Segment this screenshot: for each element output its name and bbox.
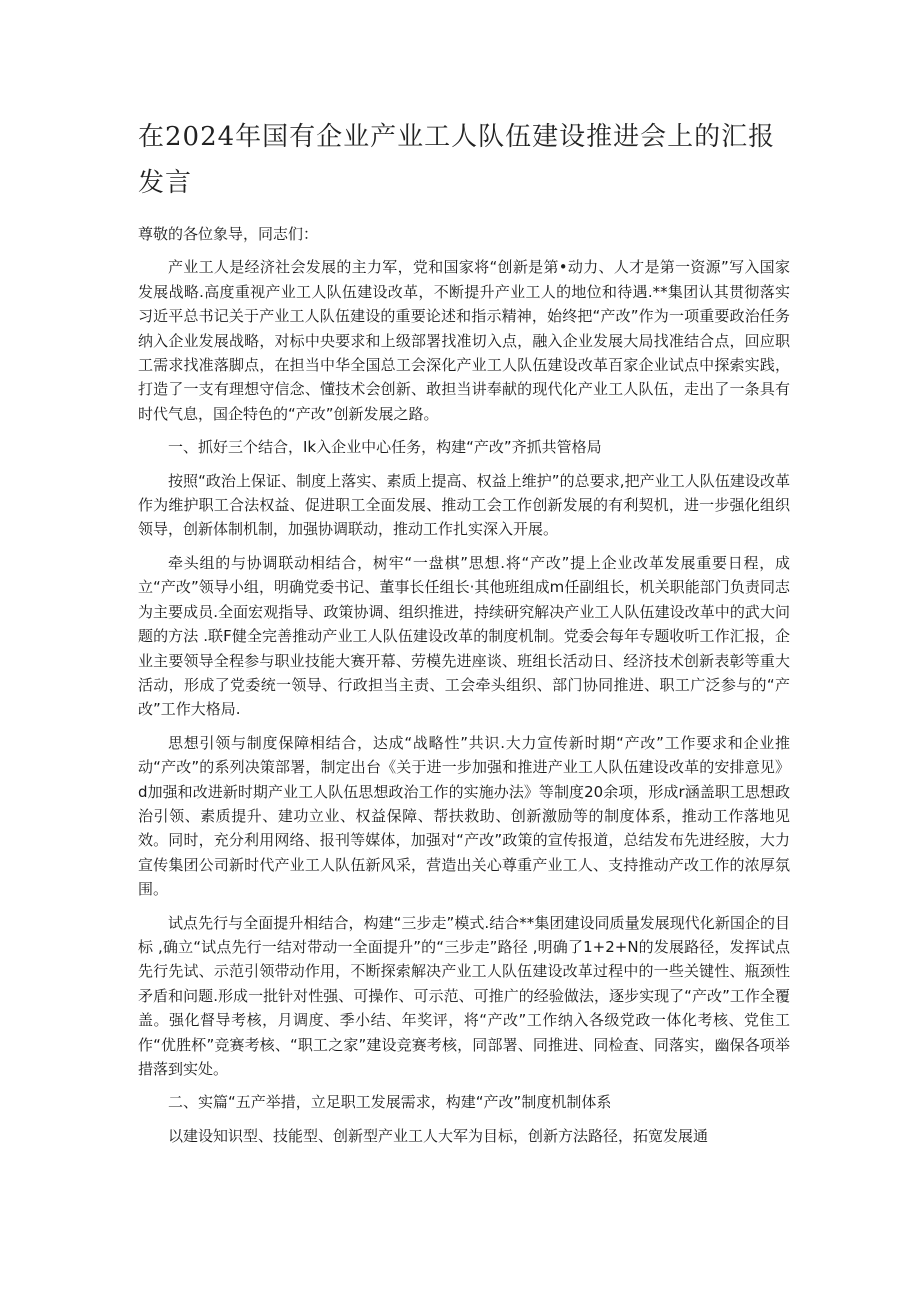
section-heading-2: 二、实篇“五产举措，立足职工发展需求，构建“产改”制度机制体系 [168, 1093, 612, 1112]
document-title: 在2024年国有企业产业工人队伍建设推进会上的汇报发言 [138, 122, 776, 198]
intro-paragraph: 产业工人是经济社会发展的主力军，党和国家将“创新是第•动力、人才是第一资源”写入国家发展战略.高度重视产业工人队伍建设改革，不断提升产业工人的地位和待遇.**集团认其贯彻落实习近平总书记关于产业工人队伍建设的重要论述和指示精神，始终把“产改”作为一项重要政治任务纳入企业发展战略，对标中央要求和上级部署找准切入点，融入企业发展大局找准结合点，回应职工需求找准落脚点，在担当中华全国总工会深化产业工人队伍建设改革百家企业试点中探索实践，打造了一支有理想守信念、懂技术会创新、敢担当讲奉献的现代化产业工人队伍，走出了一条具有时代气息，国企特色的“产改”创新发展之路。 [138, 258, 790, 423]
document-body [138, 222, 790, 1157]
section-1-paragraph: 牵头组的与协调联动相结合，树牢“一盘棋”思想.将“产改”提上企业改革发展重要日程，成立“产改”领导小组，明确党委书记、董事长任组长·其他班组成m任副组长，机关职能部门负责同志为主要成员.全面宏观指导、政策协调、组织推进，持续研究解决产业工人队伍建设改革中的武大问题的方法 .联F健全完善推动产业工人队伍建设改革的制度机制。党委会每年专题收听工作汇报，企业主要领导全程参与职业技能大赛开幕、劳模先进座谈、班组长活动日、经济技术创新表彰等重大活动，形成了党委统一领导、行政担当主责、工会牵头组织、部门协同推进、职工广泛参与的“产改”工作大格局. [138, 553, 790, 719]
salutation: 尊敬的各位象导，同志们： [138, 225, 319, 243]
section-heading-1: 一、抓好三个结合，Ik入企业中心任务，构建“产改”齐抓共管格局 [168, 438, 602, 457]
section-1-paragraph: 试点先行与全面提升相结合，构建“三步走”模式.结合**集团建设同质量发展现代化新国企的目标 ,确立“试点先行一结对带动一全面提升”的“三步走”路径 ,明确了1+2+N的发展路径，发挥试点先行先试、示范引领带动作用，不断探索解决产业工人队伍建设改革过程中的一些关键性、瓶颈性矛盾和问题.形成一批针对性强、可操作、可示范、可推广的经验做法，逐步实现了“产改”工作全覆盖。强化督导考核，月调度、季小结、年奖评，将“产改”工作纳入各级党政一体化考核、党隹工作“优胜杯”竞赛考核、“职工之家”建设竞赛考核，同部署、同推进、同检查、同落实，幽保各项举措落到实处。 [138, 913, 790, 1078]
section-2-paragraph: 以建设知识型、技能型、创新型产业工人大军为目标，创新方法路径，拓宽发展通 [168, 1126, 709, 1145]
section-1-paragraph: 思想引领与制度保障相结合，达成“战略性”共识.大力宣传新时期“产改”工作要求和企业推动“产改”的系列决策部署，制定出台《关于进一步加强和推进产业工人队伍建设改革的安排意见》d加强和改进新时期产业工人队伍思想政治工作的实施办法》等制度20余项，形成r涵盖职工思想政治引领、素质提升、建功立业、权益保障、帮扶救助、创新激励等的制度体系，推动工作落地见效。同时，充分利用网络、报刊等媒体，加强对“产改”政策的宣传报道，总结发布先进经胺，大力宣传集团公司新时代产业工人队伍新风采，营造出关心尊重产业工人、支持推动产改工作的浓厚氛围。 [138, 733, 790, 899]
section-1-paragraph: 按照“政治上保证、制度上落实、素质上提高、权益上维护”的总要求,把产业工人队伍建设改革作为维护职工合法权益、促进职工全面发展、推动工会工作创新发展的有利契机，进一步强化组织领导，创新体制机制，加强协调联动，推动工作扎实深入开展。 [138, 471, 790, 539]
